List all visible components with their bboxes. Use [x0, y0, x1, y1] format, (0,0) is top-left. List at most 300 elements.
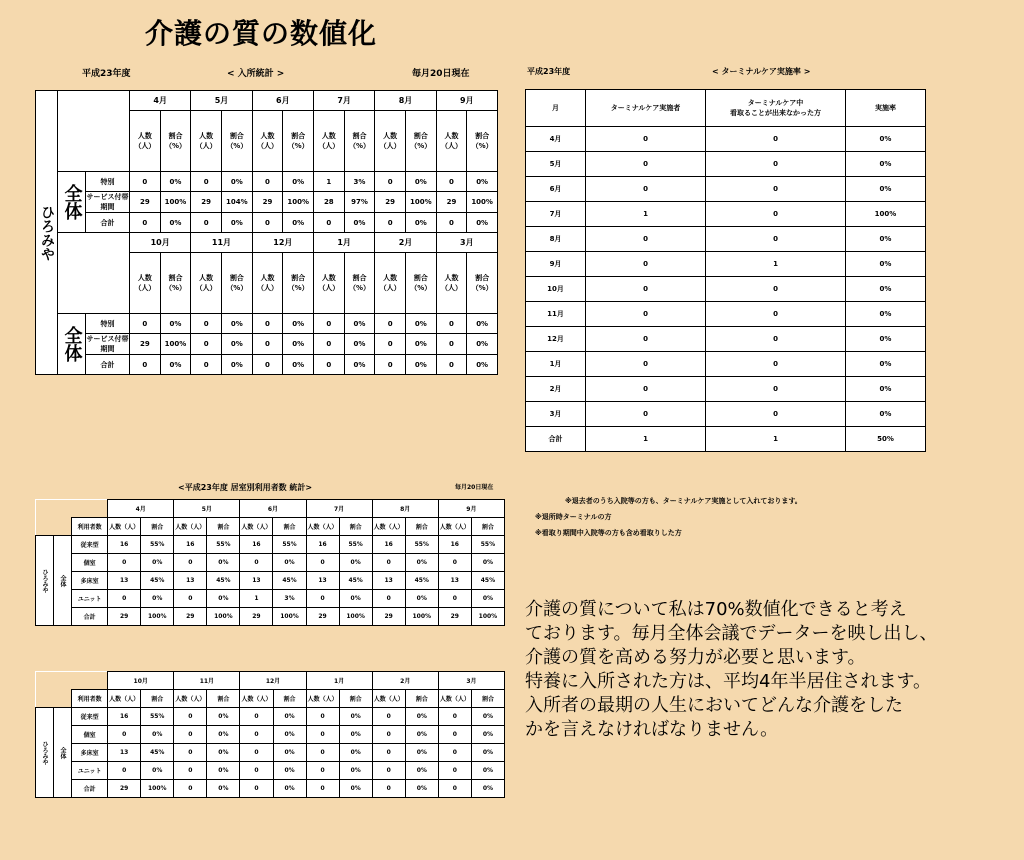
data-cell: 0% — [405, 334, 436, 355]
data-cell: 1 — [706, 427, 846, 452]
data-cell: 97% — [344, 192, 375, 213]
data-cell: 0 — [108, 762, 141, 780]
data-cell: 0% — [221, 314, 252, 334]
data-cell: 0% — [344, 355, 375, 375]
count-subheader: 人数（人） — [108, 518, 141, 536]
count-subheader: 人数（人） — [438, 690, 471, 708]
data-cell: 0% — [467, 172, 498, 192]
data-cell: 13 — [174, 572, 207, 590]
admission-as-of: 毎月20日現在 — [412, 69, 470, 79]
data-cell: 45% — [207, 572, 240, 590]
data-cell: 0 — [586, 127, 706, 152]
table-row — [36, 355, 498, 375]
data-cell: 0 — [306, 726, 339, 744]
data-cell: 13 — [240, 572, 273, 590]
table-row — [526, 252, 926, 277]
month-header: 1月 — [306, 672, 372, 690]
data-cell: 0 — [252, 334, 283, 355]
data-cell: 55% — [339, 536, 372, 554]
row-label: 多床室 — [72, 744, 108, 762]
table-row — [36, 608, 505, 626]
data-cell: 0% — [846, 377, 926, 402]
count-subheader: 人数（人） — [240, 518, 273, 536]
paragraph-line: 入所者の最期の人生においてどんな介護をした — [525, 695, 903, 716]
data-cell: 100% — [471, 608, 504, 626]
data-cell: 0 — [191, 172, 222, 192]
ratio-subheader: 割合（%） — [283, 253, 314, 314]
data-cell: 0% — [273, 780, 306, 798]
group-label: 全体 — [54, 536, 72, 626]
data-cell: 0% — [471, 708, 504, 726]
sub-header-row — [36, 690, 505, 708]
count-subheader: 人数（人） — [372, 690, 405, 708]
data-cell: 0 — [372, 780, 405, 798]
commentary-paragraph — [525, 598, 1010, 742]
data-cell: 0 — [438, 744, 471, 762]
data-cell: 0 — [306, 780, 339, 798]
row-label: 特別 — [86, 314, 130, 334]
data-cell: 0 — [174, 726, 207, 744]
data-cell: 0% — [283, 213, 314, 233]
data-cell: 0 — [108, 590, 141, 608]
ratio-subheader: 割合（%） — [405, 111, 436, 172]
data-cell: 0 — [174, 590, 207, 608]
data-cell: 0 — [706, 127, 846, 152]
data-cell: 1 — [586, 427, 706, 452]
data-cell: 0% — [471, 744, 504, 762]
corner-cell — [58, 233, 130, 314]
data-cell: 0% — [207, 726, 240, 744]
table-row — [526, 402, 926, 427]
count-subheader: 人数（人） — [306, 690, 339, 708]
count-subheader: 人数（人） — [372, 518, 405, 536]
month-header: 5月 — [174, 500, 240, 518]
facility-name-cell: ひろみや — [36, 708, 54, 798]
data-cell: 0 — [706, 277, 846, 302]
data-cell: 0 — [108, 726, 141, 744]
data-cell: 0 — [306, 590, 339, 608]
data-cell: 29 — [240, 608, 273, 626]
data-cell: 0 — [372, 762, 405, 780]
data-cell: 0 — [240, 708, 273, 726]
month-header: 4月 — [108, 500, 174, 518]
row-label: 12月 — [526, 327, 586, 352]
data-cell: 0 — [174, 744, 207, 762]
count-subheader: 人数（人） — [240, 690, 273, 708]
data-cell: 0% — [283, 355, 314, 375]
data-cell: 13 — [108, 572, 141, 590]
ratio-subheader: 割合（%） — [221, 111, 252, 172]
data-cell: 0% — [207, 708, 240, 726]
data-cell: 0% — [467, 355, 498, 375]
ratio-subheader: 割合（%） — [344, 253, 375, 314]
count-subheader: 人数（人） — [174, 518, 207, 536]
data-cell: 29 — [191, 192, 222, 213]
terminal-care-notes — [535, 493, 915, 541]
ratio-subheader: 割合（%） — [160, 253, 191, 314]
data-cell: 0 — [313, 355, 344, 375]
data-cell: 0% — [471, 590, 504, 608]
data-cell: 100% — [405, 192, 436, 213]
terminal-care-table — [525, 89, 926, 452]
count-subheader: 人数（人） — [436, 111, 467, 172]
data-cell: 0% — [344, 334, 375, 355]
data-cell: 0% — [207, 590, 240, 608]
data-cell: 0 — [240, 554, 273, 572]
data-cell: 16 — [108, 536, 141, 554]
data-cell: 0 — [586, 327, 706, 352]
data-cell: 1 — [706, 252, 846, 277]
data-cell: 29 — [438, 608, 471, 626]
data-cell: 0 — [438, 726, 471, 744]
row-label: 9月 — [526, 252, 586, 277]
ratio-subheader: 割合（%） — [221, 253, 252, 314]
ratio-subheader: 割合（%） — [467, 111, 498, 172]
data-cell: 0 — [252, 355, 283, 375]
row-label: 11月 — [526, 302, 586, 327]
data-cell: 0 — [372, 744, 405, 762]
data-cell: 0% — [141, 726, 174, 744]
data-cell: 0% — [339, 590, 372, 608]
data-cell: 0 — [174, 780, 207, 798]
paragraph-line: 特養に入所された方は、平均4年半居住されます。 — [525, 671, 932, 692]
month-header: 11月 — [191, 233, 252, 253]
data-cell: 0 — [586, 277, 706, 302]
month-header-row — [36, 500, 505, 518]
data-cell: 16 — [108, 708, 141, 726]
data-cell: 0 — [372, 554, 405, 572]
data-cell: 0 — [438, 708, 471, 726]
data-cell: 1 — [586, 202, 706, 227]
data-cell: 0 — [252, 213, 283, 233]
table-row — [526, 277, 926, 302]
data-cell: 100% — [405, 608, 438, 626]
terminal-care-header — [527, 66, 927, 82]
row-label: 6月 — [526, 177, 586, 202]
count-subheader: 人数（人） — [130, 111, 161, 172]
table-row — [36, 172, 498, 192]
corner-cell — [58, 91, 130, 172]
data-cell: 55% — [405, 536, 438, 554]
data-cell: 0 — [191, 334, 222, 355]
data-cell: 0 — [130, 314, 161, 334]
data-cell: 1 — [313, 172, 344, 192]
data-cell: 0% — [339, 726, 372, 744]
month-header: 12月 — [252, 233, 313, 253]
month-header: 11月 — [174, 672, 240, 690]
data-cell: 29 — [108, 780, 141, 798]
month-header-row — [36, 672, 505, 690]
data-cell: 0% — [405, 744, 438, 762]
month-header: 10月 — [108, 672, 174, 690]
group-label: 全体 — [58, 172, 86, 233]
data-cell: 0% — [160, 314, 191, 334]
data-cell: 0 — [240, 744, 273, 762]
data-cell: 50% — [846, 427, 926, 452]
row-label: 1月 — [526, 352, 586, 377]
paragraph-line: 介護の質を高める努力が必要と思います。 — [525, 647, 866, 668]
data-cell: 0 — [706, 227, 846, 252]
data-cell: 100% — [160, 192, 191, 213]
row-label: ユニット — [72, 762, 108, 780]
table-row — [36, 213, 498, 233]
data-cell: 0% — [405, 172, 436, 192]
data-cell: 0% — [221, 355, 252, 375]
month-header: 4月 — [130, 91, 191, 111]
data-cell: 0 — [306, 762, 339, 780]
table-row — [36, 780, 505, 798]
data-cell: 0% — [846, 402, 926, 427]
data-cell: 0 — [191, 213, 222, 233]
column-header: ターミナルケア中 看取ることが出来なかった方 — [706, 90, 846, 127]
month-header-row — [36, 91, 498, 111]
data-cell: 0% — [405, 708, 438, 726]
group-label: 全体 — [54, 708, 72, 798]
blank-cell — [36, 518, 72, 536]
month-header: 12月 — [240, 672, 306, 690]
note-line: ※退所時ターミナルの方 — [535, 513, 612, 521]
data-cell: 100% — [141, 608, 174, 626]
data-cell: 0 — [306, 744, 339, 762]
sub-header-row — [36, 518, 505, 536]
count-subheader: 人数（人） — [436, 253, 467, 314]
data-cell: 16 — [174, 536, 207, 554]
data-cell: 0 — [375, 334, 406, 355]
data-cell: 0 — [252, 172, 283, 192]
row-label: 合計 — [526, 427, 586, 452]
data-cell: 0 — [372, 590, 405, 608]
row-label: 3月 — [526, 402, 586, 427]
admission-stats-header — [82, 66, 502, 82]
data-cell: 0 — [375, 213, 406, 233]
row-label: 7月 — [526, 202, 586, 227]
data-cell: 0% — [283, 172, 314, 192]
ratio-subheader: 割合（%） — [405, 253, 436, 314]
data-cell: 0 — [706, 302, 846, 327]
month-header: 8月 — [372, 500, 438, 518]
data-cell: 0 — [375, 314, 406, 334]
ratio-subheader: 割合（%） — [467, 253, 498, 314]
ratio-subheader: 割合 — [207, 518, 240, 536]
row-label: 合計 — [86, 355, 130, 375]
data-cell: 0% — [339, 780, 372, 798]
data-cell: 45% — [471, 572, 504, 590]
data-cell: 0 — [306, 554, 339, 572]
data-cell: 0% — [207, 780, 240, 798]
data-cell: 0 — [240, 762, 273, 780]
month-header: 6月 — [252, 91, 313, 111]
data-cell: 29 — [252, 192, 283, 213]
table-row — [36, 536, 505, 554]
data-cell: 16 — [438, 536, 471, 554]
table-row — [526, 327, 926, 352]
count-subheader: 人数（人） — [313, 111, 344, 172]
data-cell: 0% — [339, 744, 372, 762]
row-label: サービス付帯期間 — [86, 335, 129, 353]
room-stats-table-first-half — [35, 499, 505, 626]
blank-cell — [36, 672, 108, 690]
data-cell: 0% — [339, 554, 372, 572]
data-cell: 0 — [306, 708, 339, 726]
month-header: 1月 — [313, 233, 374, 253]
table-row — [526, 352, 926, 377]
table-row — [526, 177, 926, 202]
data-cell: 0% — [221, 213, 252, 233]
row-label: 8月 — [526, 227, 586, 252]
admission-heading: < 入所統計 > — [227, 69, 285, 79]
data-cell: 0 — [436, 213, 467, 233]
terminal-fiscal-year: 平成23年度 — [527, 67, 571, 76]
table-row — [36, 314, 498, 334]
table-row — [526, 302, 926, 327]
ratio-subheader: 割合 — [273, 518, 306, 536]
data-cell: 100% — [283, 192, 314, 213]
count-subheader: 人数（人） — [375, 111, 406, 172]
count-subheader: 人数（人） — [174, 690, 207, 708]
count-subheader: 人数（人） — [375, 253, 406, 314]
row-label: 従来型 — [72, 708, 108, 726]
count-subheader: 人数（人） — [191, 111, 222, 172]
data-cell: 29 — [375, 192, 406, 213]
data-cell: 0% — [846, 352, 926, 377]
data-cell: 0 — [706, 152, 846, 177]
data-cell: 29 — [436, 192, 467, 213]
ratio-subheader: 割合（%） — [283, 111, 314, 172]
count-subheader: 人数（人） — [252, 253, 283, 314]
data-cell: 0 — [586, 302, 706, 327]
data-cell: 0 — [130, 172, 161, 192]
month-header-row — [36, 233, 498, 253]
data-cell: 0 — [375, 355, 406, 375]
data-cell: 0 — [240, 780, 273, 798]
data-cell: 0% — [207, 554, 240, 572]
data-cell: 0% — [339, 762, 372, 780]
data-cell: 0% — [344, 213, 375, 233]
ratio-subheader: 割合 — [339, 518, 372, 536]
table-row — [526, 427, 926, 452]
table-row — [36, 554, 505, 572]
data-cell: 0 — [436, 355, 467, 375]
data-cell: 55% — [141, 708, 174, 726]
data-cell: 0 — [706, 327, 846, 352]
room-stats-heading: <平成23年度 居室別利用者数 統計> — [178, 483, 313, 492]
data-cell: 0 — [706, 202, 846, 227]
data-cell: 0 — [313, 334, 344, 355]
data-cell: 0% — [283, 334, 314, 355]
table-row — [526, 152, 926, 177]
data-cell: 0% — [405, 780, 438, 798]
data-cell: 0 — [706, 402, 846, 427]
room-stats-corner-note: 毎月20日現在 — [455, 484, 494, 491]
data-cell: 0 — [706, 352, 846, 377]
column-header: 月 — [526, 90, 586, 127]
data-cell: 0 — [706, 377, 846, 402]
data-cell: 0 — [174, 554, 207, 572]
ratio-subheader: 割合 — [141, 690, 174, 708]
blank-cell — [36, 690, 72, 708]
data-cell: 29 — [108, 608, 141, 626]
paragraph-line: 介護の質について私は70%数値化できると考え — [525, 599, 907, 620]
row-header: 利用者数 — [72, 518, 108, 536]
data-cell: 0 — [375, 172, 406, 192]
row-label: 特別 — [86, 172, 130, 192]
row-label: 個室 — [72, 726, 108, 744]
data-cell: 55% — [471, 536, 504, 554]
ratio-subheader: 割合 — [339, 690, 372, 708]
data-cell: 0 — [438, 762, 471, 780]
paragraph-line: かを言えなければなりません。 — [525, 719, 779, 740]
data-cell: 0 — [130, 355, 161, 375]
data-cell: 55% — [273, 536, 306, 554]
data-cell: 55% — [141, 536, 174, 554]
data-cell: 0 — [252, 314, 283, 334]
data-cell: 0% — [405, 590, 438, 608]
data-cell: 0% — [273, 554, 306, 572]
data-cell: 0 — [438, 590, 471, 608]
data-cell: 3% — [273, 590, 306, 608]
data-cell: 0 — [436, 314, 467, 334]
data-cell: 100% — [141, 780, 174, 798]
data-cell: 0 — [438, 780, 471, 798]
row-label: ユニット — [72, 590, 108, 608]
month-header: 10月 — [130, 233, 191, 253]
data-cell: 0 — [174, 762, 207, 780]
data-cell: 0% — [273, 762, 306, 780]
data-cell: 29 — [306, 608, 339, 626]
data-cell: 0 — [191, 355, 222, 375]
data-cell: 0% — [141, 762, 174, 780]
data-cell: 0% — [467, 334, 498, 355]
count-subheader: 人数（人） — [191, 253, 222, 314]
row-label: 合計 — [72, 608, 108, 626]
data-cell: 0% — [467, 213, 498, 233]
data-cell: 0% — [846, 152, 926, 177]
page-title: 介護の質の数値化 — [145, 17, 378, 50]
table-row — [36, 762, 505, 780]
data-cell: 0 — [436, 172, 467, 192]
data-cell: 28 — [313, 192, 344, 213]
data-cell: 0% — [273, 708, 306, 726]
data-cell: 13 — [108, 744, 141, 762]
terminal-heading: < ターミナルケア実施率 > — [712, 67, 811, 76]
data-cell: 0 — [372, 726, 405, 744]
data-cell: 16 — [240, 536, 273, 554]
room-stats-header — [100, 482, 505, 496]
data-cell: 0% — [283, 314, 314, 334]
month-header: 7月 — [313, 91, 374, 111]
ratio-subheader: 割合 — [471, 518, 504, 536]
column-header: ターミナルケア実施者 — [586, 90, 706, 127]
month-header: 6月 — [240, 500, 306, 518]
data-cell: 0% — [273, 744, 306, 762]
data-cell: 100% — [273, 608, 306, 626]
data-cell: 0% — [221, 172, 252, 192]
data-cell: 0% — [846, 302, 926, 327]
data-cell: 13 — [438, 572, 471, 590]
data-cell: 100% — [846, 202, 926, 227]
data-cell: 3% — [344, 172, 375, 192]
data-cell: 0% — [207, 744, 240, 762]
count-subheader: 人数（人） — [130, 253, 161, 314]
data-cell: 0 — [586, 352, 706, 377]
data-cell: 0 — [240, 726, 273, 744]
table-row — [526, 227, 926, 252]
data-cell: 0 — [130, 213, 161, 233]
data-cell: 0% — [471, 762, 504, 780]
row-label: 5月 — [526, 152, 586, 177]
data-cell: 0% — [207, 762, 240, 780]
ratio-subheader: 割合 — [471, 690, 504, 708]
